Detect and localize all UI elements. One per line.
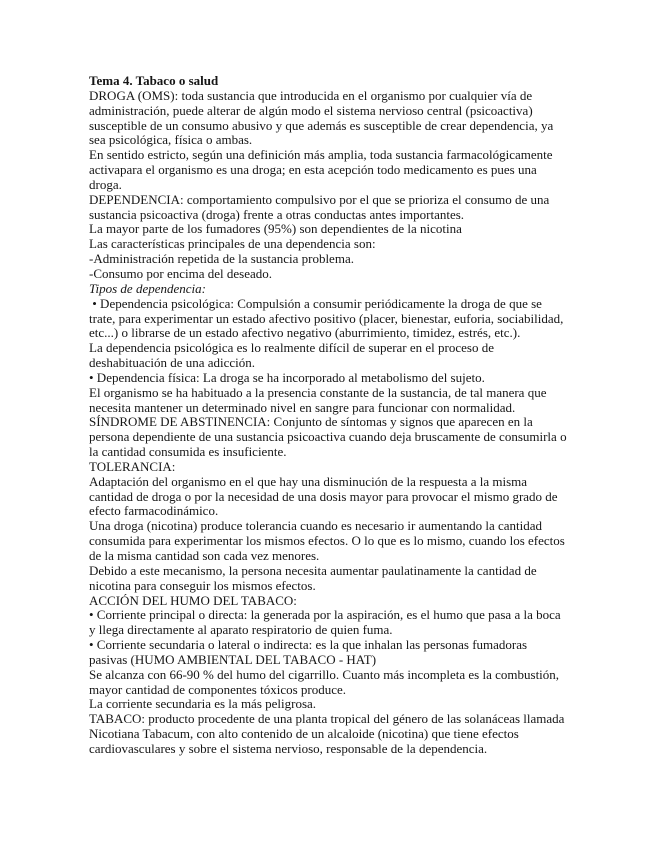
corriente-secundaria-item [89, 638, 579, 668]
tolerancia-definition-line: Adaptación del organismo en el que hay una disminución de la respuesta a la misma [89, 473, 528, 489]
accion-humo-heading: ACCIÓN DEL HUMO DEL TABACO: [89, 592, 297, 608]
list-item: -Administración repetida de la sustancia problema. [89, 251, 354, 267]
corriente-principal-line: y llega directamente al aparato respiratorio de quien fuma. [89, 622, 393, 638]
dependencia-psicologica-line: • Dependencia psicológica: Compulsión a consumir periódicamente la droga de que se [89, 295, 542, 311]
corriente-peligrosa-note: La corriente secundaria es la más peligrosa. [89, 696, 317, 712]
tabaco-definition-line: Nicotiana Tabacum, con alto contenido de un alcaloide (nicotina) que tiene efectos [89, 726, 519, 742]
tolerancia-mecanismo-paragraph [89, 564, 579, 594]
tolerancia-heading: TOLERANCIA: [89, 458, 176, 474]
tabaco-definition-line: cardiovasculares y sobre el sistema nervioso, responsable de la dependencia. [89, 740, 488, 756]
dependencia-definition-line: DEPENDENCIA: comportamiento compulsivo por el que se prioriza el consumo de una [89, 191, 550, 207]
corriente-secundaria-line: pasivas (HUMO AMBIENTAL DEL TABACO - HAT) [89, 651, 377, 667]
dependencia-psicologica-item [89, 297, 579, 342]
tolerancia-definition-line: cantidad de droga o por la necesidad de una dosis mayor para provocar el mismo grado de [89, 488, 558, 504]
corriente-principal-line: • Corriente principal o directa: la generada por la aspiración, es el humo que pasa a la boca [89, 607, 561, 623]
dependencia-fisica-note-line: El organismo se ha habituado a la presencia constante de la sustancia, de tal manera que [89, 384, 547, 400]
sentido-estricto-line: activapara el organismo es una droga; en esta acepción todo medicamento es pues una [89, 162, 537, 178]
sindrome-abstinencia-line: SÍNDROME DE ABSTINENCIA: Conjunto de síntomas y signos que aparecen en la [89, 414, 533, 430]
tolerancia-nicotina-line: de la misma cantidad son cada vez menores. [89, 548, 320, 563]
list-item: -Consumo por encima del deseado. [89, 265, 273, 281]
sindrome-abstinencia-line: persona dependiente de una sustancia psicoactiva cuando deja bruscamente de consumirla o [89, 429, 567, 445]
tipos-dependencia-heading: Tipos de dependencia: [89, 280, 206, 296]
tolerancia-nicotina-line: Una droga (nicotina) produce tolerancia cuando es necesario ir aumentando la cantidad [89, 518, 542, 534]
dependencia-definition [89, 193, 579, 223]
tolerancia-nicotina-paragraph [89, 519, 579, 564]
caracteristicas-list [89, 237, 579, 282]
tolerancia-definition-line: efecto farmacodinámico. [89, 503, 219, 519]
droga-definition-line: susceptible de un consumo abusivo y que además es susceptible de crear dependencia, ya [89, 117, 554, 133]
fumadores-note: La mayor parte de los fumadores (95%) son dependientes de la nicotina [89, 221, 462, 237]
droga-definition-line: administración, puede alterar de algún modo el sistema nervioso central (psicoactiva) [89, 102, 533, 118]
sindrome-abstinencia-line: la cantidad consumida es insuficiente. [89, 444, 287, 460]
sentido-estricto-line: droga. [89, 176, 122, 192]
corriente-secundaria-line: • Corriente secundaria o lateral o indirecta: es la que inhalan las personas fumadoras [89, 637, 528, 653]
dependencia-fisica-note [89, 386, 579, 416]
sentido-estricto-line: En sentido estricto, según una definición más amplia, toda sustancia farmacológicamente [89, 147, 553, 163]
dependencia-psicologica-line: trate, para experimentar un estado afectivo positivo (placer, bienestar, euforia, sociabilidad, [89, 310, 564, 326]
droga-definition [89, 89, 579, 148]
combustion-paragraph [89, 668, 579, 698]
combustion-line: mayor cantidad de componentes tóxicos produce. [89, 681, 347, 697]
dependencia-fisica-note-line: necesita mantener un determinado nivel en sangre para funcionar con normalidad. [89, 399, 516, 415]
dependencia-psicologica-note-line: La dependencia psicológica es lo realmente difícil de superar en el proceso de [89, 340, 494, 356]
tolerancia-nicotina-line: consumida para experimentar los mismos efectos. O lo que es lo mismo, cuando los efectos [89, 533, 565, 549]
dependencia-psicologica-line: etc...) o librarse de un estado afectivo negativo (aburrimiento, timidez, estrés, etc.). [89, 325, 521, 341]
tolerancia-mecanismo-line: Debido a este mecanismo, la persona necesita aumentar paulatinamente la cantidad de [89, 562, 537, 578]
tabaco-definition-line: TABACO: producto procedente de una planta tropical del género de las solanáceas llamada [89, 711, 565, 727]
dependencia-psicologica-note [89, 341, 579, 371]
tolerancia-definition [89, 475, 579, 520]
corriente-principal-item [89, 608, 579, 638]
combustion-line: Se alcanza con 66-90 % del humo del cigarrillo. Cuanto más incompleta es la combustión, [89, 666, 560, 682]
dependencia-fisica-item: • Dependencia física: La droga se ha incorporado al metabolismo del sujeto. [89, 369, 485, 385]
caracteristicas-intro: Las características principales de una dependencia son: [89, 236, 376, 252]
sentido-estricto-paragraph [89, 148, 579, 193]
sindrome-abstinencia-definition [89, 415, 579, 460]
tolerancia-mecanismo-line: nicotina para conseguir los mismos efectos. [89, 577, 316, 593]
dependencia-psicologica-note-line: deshabituación de una adicción. [89, 355, 256, 371]
document-body [89, 74, 579, 757]
droga-definition-line: DROGA (OMS): toda sustancia que introducida en el organismo por cualquier vía de [89, 87, 533, 103]
page-title: Tema 4. Tabaco o salud [89, 73, 219, 88]
tabaco-definition [89, 712, 579, 757]
droga-definition-line: sea psicológica, física o ambas. [89, 132, 253, 148]
dependencia-definition-line: sustancia psicoactiva (droga) frente a otras conductas antes importantes. [89, 206, 465, 222]
